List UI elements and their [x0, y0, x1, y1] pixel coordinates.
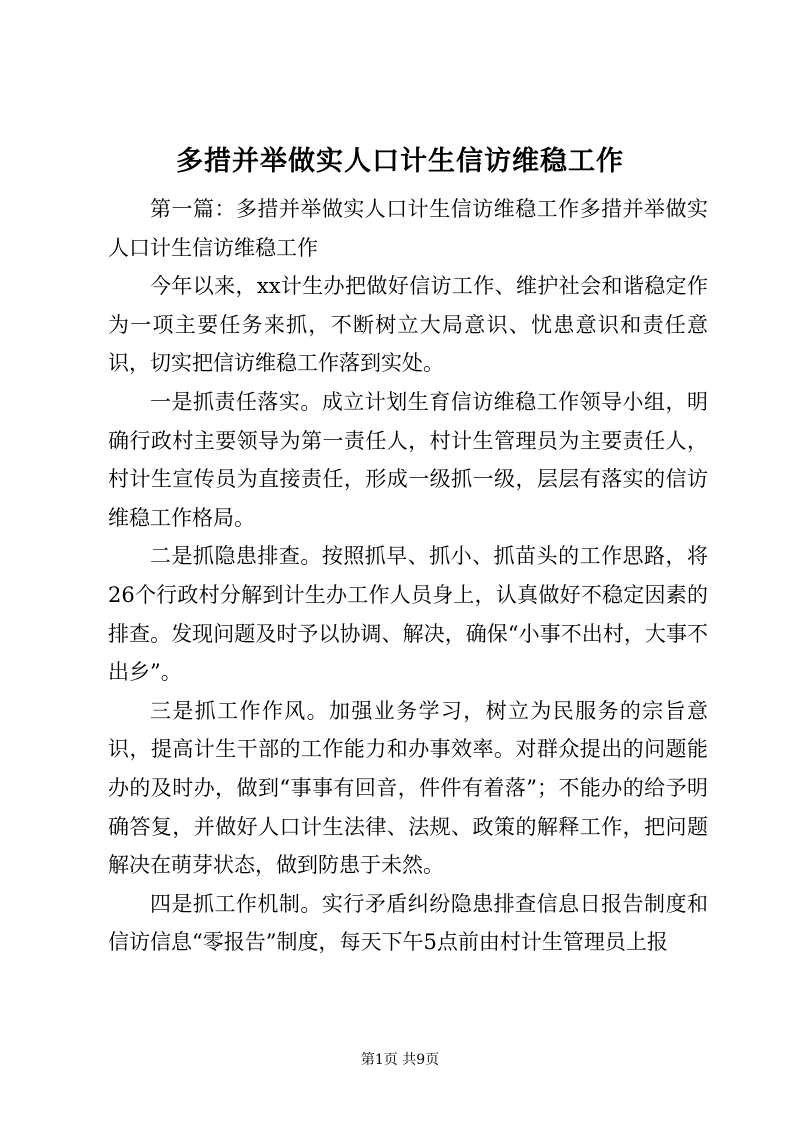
document-body [108, 190, 708, 962]
paragraph-work-style: 三是抓工作作风。加强业务学习，树立为民服务的宗旨意识，提高计生干部的工作能力和办事效率。对群众提出的问题能办的及时办，做到“事事有回音，件件有着落”；不能办的给予明确答复，并做好人口计生法律、法规、政策的解释工作，把问题解决在萌芽状态，做到防患于未然。 [108, 698, 708, 878]
page-footer [0, 1050, 800, 1070]
document-title: 多措并举做实人口计生信访维稳工作 [176, 146, 624, 177]
paragraph-risk-check: 二是抓隐患排查。按照抓早、抓小、抓苗头的工作思路，将26个行政村分解到计生办工作人员身上，认真做好不稳定因素的排查。发现问题及时予以协调、解决，确保“小事不出村，大事不出乡”。 [108, 544, 708, 685]
page-indicator: 第1页 共9页 [360, 1052, 440, 1068]
paragraph-intro: 今年以来，xx计生办把做好信访工作、维护社会和谐稳定作为一项主要任务来抓，不断树立大局意识、忧患意识和责任意识，切实把信访维稳工作落到实处。 [108, 274, 708, 376]
paragraph-heading: 第一篇：多措并举做实人口计生信访维稳工作多措并举做实人口计生信访维稳工作 [108, 197, 708, 260]
paragraph-mechanism: 四是抓工作机制。实行矛盾纠纷隐患排查信息日报告制度和信访信息“零报告”制度，每天下午5点前由村计生管理员上报 [108, 891, 708, 955]
paragraph-responsibility: 一是抓责任落实。成立计划生育信访维稳工作领导小组，明确行政村主要领导为第一责任人，村计生管理员为主要责任人，村计生宣传员为直接责任，形成一级抓一级，层层有落实的信访维稳工作格局。 [108, 389, 708, 530]
